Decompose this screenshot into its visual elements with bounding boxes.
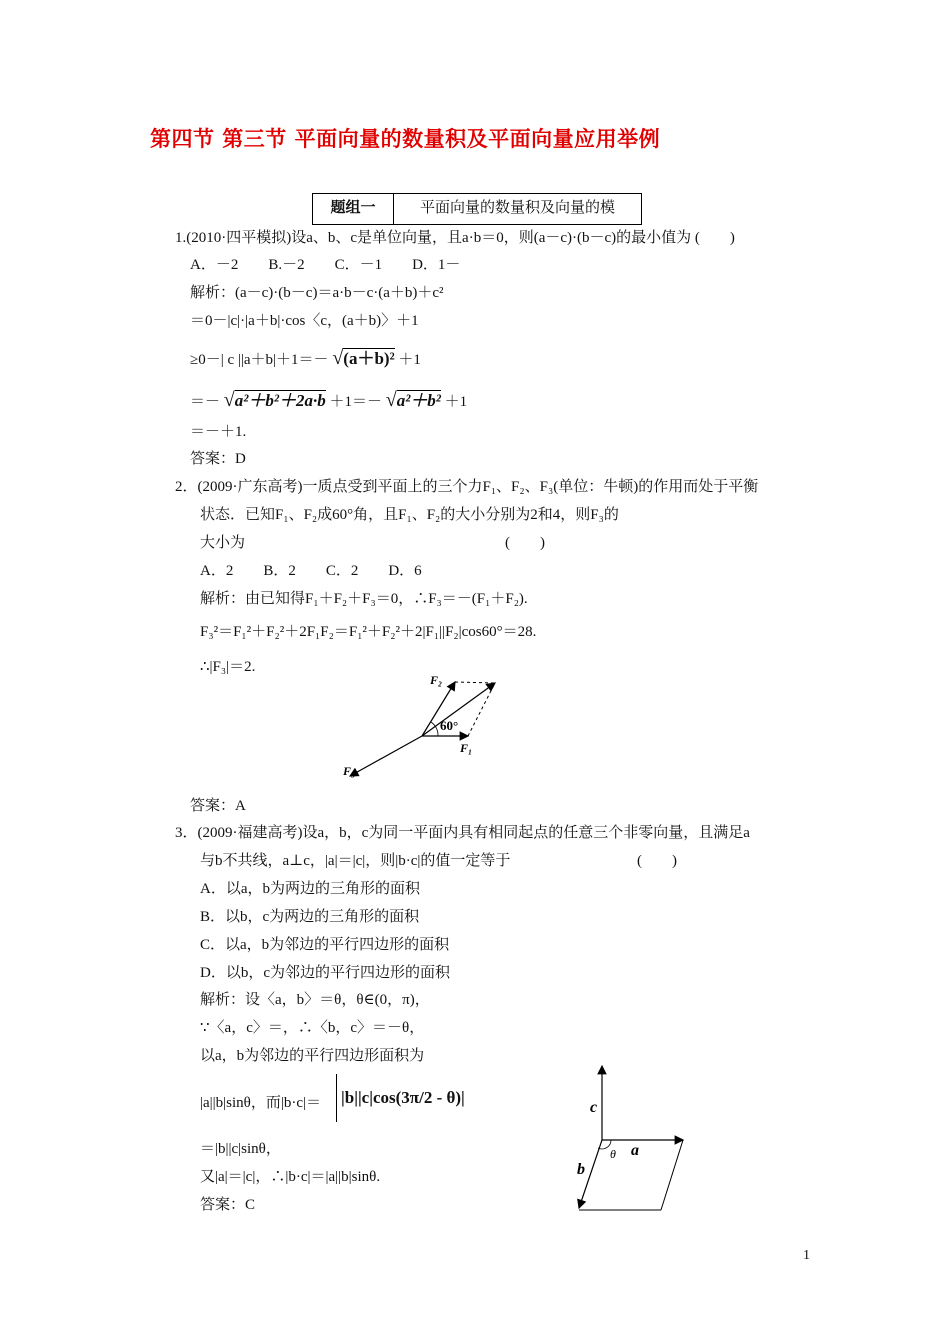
q3-option-c: C．以a，b为邻边的平行四边形的面积 [200, 937, 450, 953]
q1-options: A．－2 B.－2 C．－1 D．1－ [190, 257, 461, 273]
q2-answer: 答案：A [190, 798, 246, 814]
q2-stem-line3: 大小为 [200, 535, 246, 551]
q2-stem-line1: 2．(2009·广东高考)一质点受到平面上的三个力F₁、F₂、F₃(单位：牛顿)的作用而处于平衡 [175, 479, 759, 495]
q1-s4-radicand2: a²＋b² [396, 391, 441, 410]
q3-stem-line1: 3．(2009·福建高考)设a，b，c为同一平面内具有相同起点的任意三个非零向量，且满足a [175, 825, 750, 841]
q1-solution-line2: ＝0－|c|·|a＋b|·cos〈c，(a＋b)〉＋1 [190, 313, 419, 329]
sqrt-icon: √ [223, 389, 235, 411]
q1-answer: 答案：D [190, 451, 246, 467]
f3-arrow [350, 736, 422, 776]
q2-solution-line3: ∴|F₃|＝2. [200, 659, 256, 675]
topic-table [312, 193, 642, 225]
edge-right [661, 1140, 683, 1210]
q3-solution-line2: ∵〈a，c〉＝，∴〈b，c〉＝－θ， [200, 1020, 425, 1036]
q2-options: A．2 B．2 C．2 D．6 [200, 563, 422, 579]
q3-option-d: D．以b，c为邻边的平行四边形的面积 [200, 965, 450, 981]
q3-solution-line5: ＝|b||c|sinθ， [200, 1141, 281, 1157]
f3-label: F₃ [343, 764, 356, 778]
q3-option-a: A．以a，b为两边的三角形的面积 [200, 881, 420, 897]
q2-answer-paren: ( ) [505, 535, 545, 551]
q3-solution-line3: 以a，b为邻边的平行四边形面积为 [200, 1048, 425, 1064]
sqrt-icon: √ [385, 389, 397, 411]
q3-abs-formula: |b||c|cos(3π/2 - θ)| [336, 1074, 465, 1122]
a-label: a [631, 1142, 639, 1159]
page-title: 第四节 第三节 平面向量的数量积及平面向量应用举例 [150, 127, 661, 151]
sqrt-icon: √ [332, 347, 344, 369]
theta-label: θ [610, 1147, 616, 1161]
q3-answer: 答案：C [200, 1197, 256, 1213]
topic-group-cell: 题组一 [313, 194, 394, 224]
q3-option-b: B．以b，c为两边的三角形的面积 [200, 909, 420, 925]
q1-solution-line1: 解析：(a－c)·(b－c)＝a·b－c·(a＋b)＋c² [190, 285, 444, 301]
f1-label: F₁ [460, 741, 473, 755]
q1-solution-line5: ＝－＋1. [190, 424, 247, 440]
q1-s4-left: ＝－ [190, 394, 221, 410]
q3-stem-line2: 与b不共线，a⊥c，|a|＝|c|，则|b·c|的值一定等于 [200, 853, 511, 869]
q1-s3-left: ≥0－| c ||a＋b|＋1＝－ [190, 352, 329, 368]
topic-name-cell: 平面向量的数量积及向量的模 [419, 200, 615, 216]
f2-label: F₂ [430, 673, 443, 687]
vector-parallelogram-diagram [565, 1060, 695, 1220]
force-parallelogram-diagram [330, 668, 530, 788]
q1-s4-radicand1: a²＋b²＋2a·b [234, 391, 326, 410]
q3-solution-line4: |a||b|sinθ，而|b·c|＝ [200, 1095, 322, 1111]
angle-label: 60° [440, 718, 459, 733]
q1-solution-line3 [190, 344, 421, 370]
q2-stem-line2: 状态．已知F₁、F₂成60°角，且F₁、F₂的大小分别为2和4，则F₃的 [200, 507, 619, 523]
c-label: c [590, 1099, 598, 1116]
q1-s4-right: ＋1 [444, 394, 468, 410]
q1-stem: 1.(2010·四平模拟)设a、b、c是单位向量，且a·b＝0，则(a－c)·(b－c)的最小值为 ( ) [175, 230, 735, 246]
q1-s3-right: ＋1 [398, 352, 421, 368]
q2-solution-line2: F₃²＝F₁²＋F₂²＋2F₁F₂＝F₁²＋F₂²＋2|F₁||F₂|cos60°＝28. [200, 624, 537, 640]
q1-s4-mid: ＋1＝－ [329, 394, 382, 410]
q3-answer-paren: ( ) [637, 853, 677, 869]
b-label: b [577, 1161, 585, 1178]
page-number: 1 [803, 1248, 810, 1263]
q3-solution-line6: 又|a|＝|c|，∴|b·c|＝|a||b|sinθ. [200, 1169, 381, 1185]
q1-solution-line4 [190, 386, 467, 412]
q1-s3-radicand: (a＋b)² [343, 349, 395, 368]
q3-solution-line1: 解析：设〈a，b〉＝θ，θ∈(0，π)， [200, 992, 430, 1008]
dash-top [455, 682, 495, 683]
q2-solution-line1: 解析：由已知得F₁＋F₂＋F₃＝0，∴F₃＝－(F₁＋F₂). [200, 591, 528, 607]
resultant-arrow [422, 683, 495, 736]
dash-side [468, 683, 495, 736]
